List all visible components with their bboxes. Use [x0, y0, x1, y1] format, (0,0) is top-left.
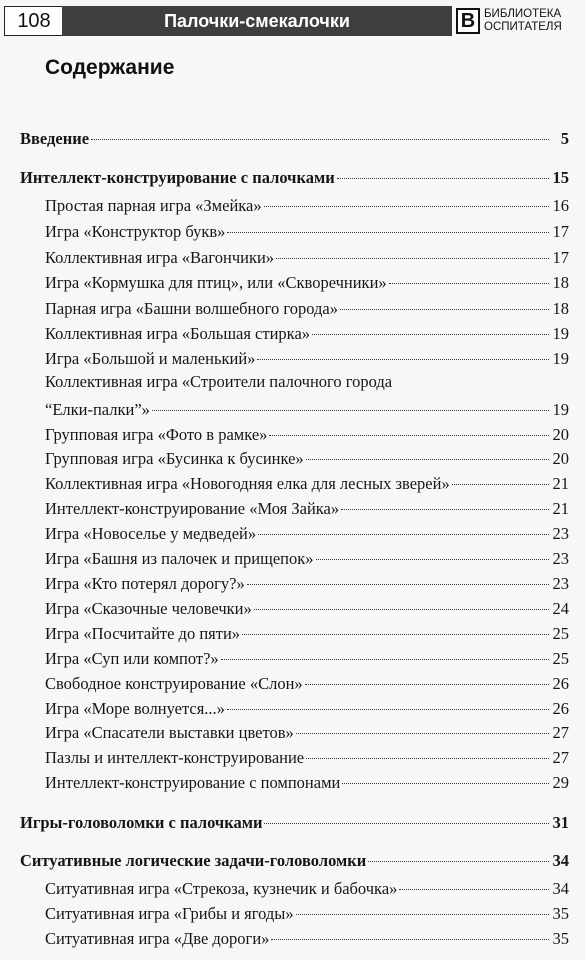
- series-logo: [456, 6, 582, 36]
- leader-dots: [258, 517, 549, 535]
- toc-item-title: Свободное конструирование «Слон»: [45, 673, 303, 693]
- toc-page-number: 18: [552, 298, 569, 318]
- leader-dots: [399, 872, 549, 890]
- leader-dots: [452, 467, 549, 485]
- toc-page-number: 25: [552, 648, 569, 668]
- toc-item-title: Игра «Кто потерял дорогу?»: [45, 573, 245, 593]
- toc-page-number: 19: [552, 348, 569, 368]
- toc-item-title: Групповая игра «Фото в рамке»: [45, 424, 268, 444]
- toc-item-title-line-1: Коллективная игра «Строители палочного города: [45, 372, 393, 391]
- toc-item: [45, 770, 569, 793]
- toc-page-number: 19: [552, 323, 569, 343]
- leader-dots: [247, 567, 549, 585]
- series-letter-icon: В: [456, 8, 480, 34]
- series-line-1: БИБЛИОТЕКА: [484, 8, 562, 20]
- toc-page-number: 21: [552, 498, 569, 518]
- toc-item: [45, 521, 569, 544]
- toc-page-number: 26: [552, 698, 569, 718]
- toc-page-number: 17: [552, 221, 569, 241]
- toc-item: [45, 496, 569, 519]
- toc-section: [20, 810, 569, 833]
- toc-item-title: Игра «Новоселье у медведей»: [45, 523, 257, 543]
- toc-item-title: Игра «Сказочные человечки»: [45, 598, 252, 618]
- toc-page-number: 19: [552, 399, 569, 419]
- leader-dots: [306, 741, 549, 759]
- toc-item: [45, 901, 569, 924]
- toc-item: [45, 471, 569, 494]
- toc-page-number: 31: [552, 812, 569, 832]
- leader-dots: [264, 806, 549, 824]
- page-title: Содержание: [45, 56, 175, 79]
- toc-item-title: Коллективная игра «Большая стирка»: [45, 323, 311, 343]
- toc-section-title: Ситуативные логические задачи-головоломки: [20, 850, 367, 870]
- toc-page-number: 20: [552, 448, 569, 468]
- toc-page-number: 34: [552, 878, 569, 898]
- leader-dots: [305, 667, 549, 685]
- toc-item-title: Игра «Суп или компот?»: [45, 648, 219, 668]
- series-line-2: ОСПИТАТЕЛЯ: [484, 21, 562, 33]
- toc-item: [45, 219, 569, 242]
- leader-dots: [312, 317, 549, 335]
- leader-dots: [340, 292, 549, 310]
- toc-item: [45, 245, 569, 268]
- toc-item-title: Пазлы и интеллект-конструирование: [45, 747, 305, 767]
- toc-item-title: Интеллект-конструирование «Моя Зайка»: [45, 498, 340, 518]
- toc-item-title: Ситуативная игра «Грибы и ягоды»: [45, 903, 294, 923]
- leader-dots: [341, 492, 549, 510]
- toc-item-title: Игра «Спасатели выставки цветов»: [45, 722, 294, 742]
- toc-page-number: 24: [552, 598, 569, 618]
- toc-item: [45, 571, 569, 594]
- toc-item: [45, 270, 569, 293]
- leader-dots: [227, 692, 549, 710]
- toc-page-number: 16: [552, 195, 569, 215]
- leader-dots: [389, 266, 549, 284]
- toc-page-number: 23: [552, 573, 569, 593]
- toc-page-number: 17: [552, 247, 569, 267]
- toc-page-number: 23: [552, 523, 569, 543]
- toc-item-title: Игра «Море волнуется...»: [45, 698, 225, 718]
- toc-page-number: 15: [552, 167, 569, 187]
- toc-item: [45, 546, 569, 569]
- toc-item: [45, 321, 569, 344]
- toc-item-title: Игра «Посчитайте до пяти»: [45, 623, 241, 643]
- toc-item: [45, 346, 569, 369]
- toc-item: [45, 646, 569, 669]
- toc-item: [45, 671, 569, 694]
- toc-page-number: 5: [560, 128, 569, 148]
- leader-dots: [316, 542, 549, 560]
- toc-page-number: 35: [552, 928, 569, 948]
- toc-section: [20, 126, 569, 149]
- leader-dots: [254, 592, 549, 610]
- leader-dots: [296, 716, 549, 734]
- toc-page-number: 21: [552, 473, 569, 493]
- toc-page-number: 35: [552, 903, 569, 923]
- leader-dots: [227, 215, 549, 233]
- leader-dots: [269, 418, 549, 436]
- toc-item: [45, 876, 569, 899]
- toc-item: [45, 193, 569, 216]
- toc-item-title: Интеллект-конструирование с помпонами: [45, 772, 341, 792]
- toc-item: [45, 621, 569, 644]
- leader-dots: [296, 897, 549, 915]
- toc-section-title: Интеллект-конструирование с палочками: [20, 167, 335, 187]
- toc-section: [20, 848, 569, 871]
- toc-item: [45, 397, 569, 420]
- toc-page-number: 29: [552, 772, 569, 792]
- page-number: 108: [4, 6, 64, 36]
- toc-section: [20, 165, 569, 188]
- toc-page-number: 26: [552, 673, 569, 693]
- toc-item-title-line-2: “Елки-палки”»: [45, 399, 150, 419]
- toc-item-title: Коллективная игра «Новогодняя елка для лесных зверей»: [45, 473, 450, 493]
- leader-dots: [271, 922, 549, 940]
- leader-dots: [337, 161, 549, 179]
- book-title: Палочки-смекалочки: [62, 6, 452, 36]
- toc-item-title: Ситуативная игра «Две дороги»: [45, 928, 270, 948]
- leader-dots: [264, 189, 549, 207]
- leader-dots: [342, 766, 549, 784]
- toc-item-title: Игра «Большой и маленький»: [45, 348, 256, 368]
- toc-section-title: Введение: [20, 128, 90, 148]
- toc-page-number: 34: [552, 850, 569, 870]
- toc-item-title: Простая парная игра «Змейка»: [45, 195, 262, 215]
- leader-dots: [306, 442, 549, 460]
- toc-item-title: Игра «Башня из палочек и прищепок»: [45, 548, 314, 568]
- toc-item-title: Игра «Кормушка для птиц», или «Скворечники»: [45, 272, 387, 292]
- leader-dots: [152, 393, 549, 411]
- leader-dots: [276, 241, 549, 259]
- leader-dots: [368, 844, 549, 862]
- toc-item-title: Игра «Конструктор букв»: [45, 221, 226, 241]
- toc-item-title: Парная игра «Башни волшебного города»: [45, 298, 338, 318]
- toc-page-number: 25: [552, 623, 569, 643]
- toc-page-number: 18: [552, 272, 569, 292]
- toc-page-number: 23: [552, 548, 569, 568]
- series-name: [484, 8, 562, 34]
- leader-dots: [91, 122, 549, 140]
- leader-dots: [221, 642, 549, 660]
- page-header: [0, 4, 585, 38]
- toc-page-number: 27: [552, 747, 569, 767]
- toc-item: [45, 720, 569, 743]
- toc-item: [45, 926, 569, 949]
- toc-item: [45, 596, 569, 619]
- toc-section-title: Игры-головоломки с палочками: [20, 812, 263, 832]
- toc-page-number: 20: [552, 424, 569, 444]
- toc-item: [45, 446, 569, 469]
- leader-dots: [242, 617, 549, 635]
- leader-dots: [257, 342, 549, 360]
- toc-item-title: Коллективная игра «Вагончики»: [45, 247, 275, 267]
- toc-item-title: Групповая игра «Бусинка к бусинке»: [45, 448, 304, 468]
- toc-item: [45, 745, 569, 768]
- toc-page-number: 27: [552, 722, 569, 742]
- toc-item: [45, 296, 569, 319]
- toc-item-title: Ситуативная игра «Стрекоза, кузнечик и бабочка»: [45, 878, 398, 898]
